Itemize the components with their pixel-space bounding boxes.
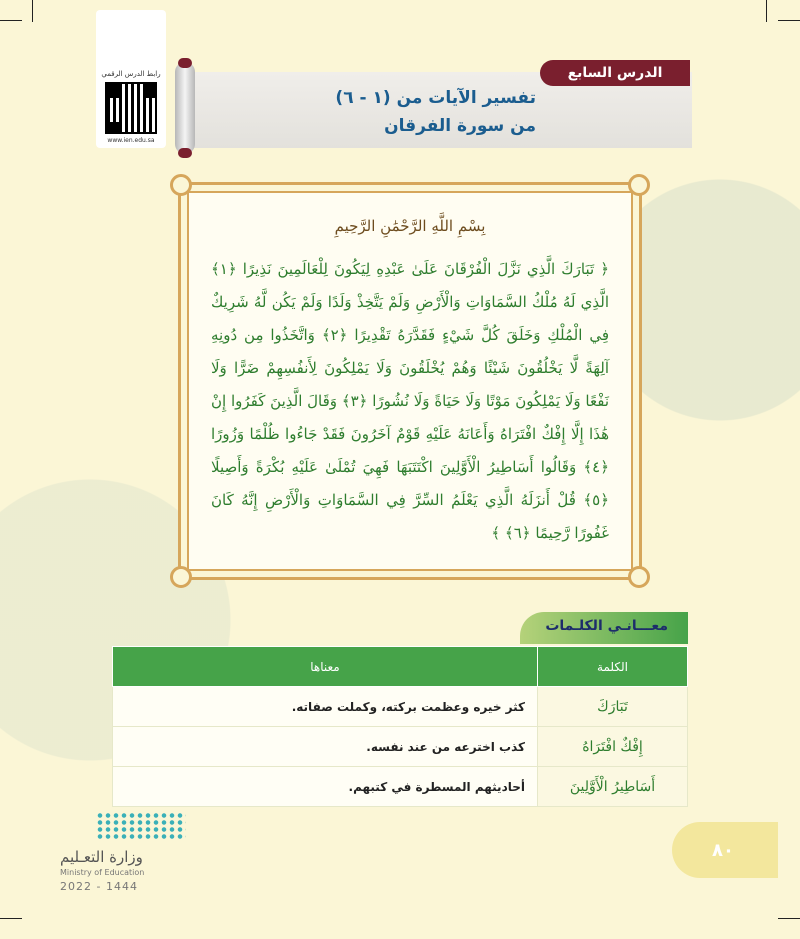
corner-ornament-icon bbox=[628, 174, 650, 196]
word-cell: إِفْكٌ افْتَرَاهُ bbox=[538, 727, 688, 767]
crop-mark bbox=[778, 20, 800, 21]
page-number-tab bbox=[672, 822, 778, 878]
lesson-title: تفسير الآيات من (١ - ٦) bbox=[335, 88, 536, 108]
corner-ornament-icon bbox=[170, 174, 192, 196]
qr-label: رابط الدرس الرقمي bbox=[101, 70, 161, 78]
quran-verses: ﴿ تَبَارَكَ الَّذِي نَزَّلَ الْفُرْقَانَ عَلَىٰ عَبْدِهِ لِيَكُونَ لِلْعَالَمِينَ نَذِيرًا ﴿١﴾ الَّذِي لَهُ مُلْكُ السَّمَاوَاتِ وَالْأَرْضِ وَلَمْ يَتَّخِذْ وَلَدًا وَلَمْ يَكُن لَّهُ شَرِيكٌ فِي الْمُلْكِ وَخَلَقَ كُلَّ شَيْءٍ فَقَدَّرَهُ تَقْدِيرًا ﴿٢﴾ وَاتَّخَذُوا مِن دُونِهِ آلِهَةً لَّا يَخْلُقُونَ شَيْئًا وَهُمْ يُخْلَقُونَ وَلَا يَمْلِكُونَ لِأَنفُسِهِمْ ضَرًّا وَلَا نَفْعًا وَلَا يَمْلِكُونَ مَوْتًا وَلَا حَيَاةً وَلَا نُشُورًا ﴿٣﴾ وَقَالَ الَّذِينَ كَفَرُوا إِنْ هَٰذَا إِلَّا إِفْكٌ افْتَرَاهُ وَأَعَانَهُ عَلَيْهِ قَوْمٌ آخَرُونَ فَقَدْ جَاءُوا ظُلْمًا وَزُورًا ﴿٤﴾ وَقَالُوا أَسَاطِيرُ الْأَوَّلِينَ اكْتَتَبَهَا فَهِيَ تُمْلَىٰ عَلَيْهِ بُكْرَةً وَأَصِيلًا ﴿٥﴾ قُلْ أَنزَلَهُ الَّذِي يَعْلَمُ السِّرَّ فِي السَّمَاوَاتِ وَالْأَرْضِ إِنَّهُ كَانَ غَفُورًا رَّحِيمًا ﴿٦﴾ ﴾ bbox=[211, 260, 609, 542]
meaning-cell: كثر خيره وعظمت بركته، وكملت صفاته. bbox=[113, 687, 538, 727]
vocabulary-header bbox=[520, 612, 688, 644]
word-cell: أَسَاطِيرُ الْأَوَّلِينَ bbox=[538, 767, 688, 807]
quran-frame bbox=[178, 182, 642, 580]
scroll-roll-icon bbox=[175, 62, 195, 154]
table-header-row bbox=[113, 647, 688, 687]
vocabulary-title: معـــانـي الكلـمات bbox=[545, 618, 668, 634]
edition-year: 2022 - 1444 bbox=[60, 880, 138, 893]
meaning-cell: أحاديثهم المسطرة في كتبهم. bbox=[113, 767, 538, 807]
qr-code-icon[interactable] bbox=[105, 82, 157, 134]
lesson-subtitle: من سورة الفرقان bbox=[384, 116, 536, 136]
crop-mark bbox=[32, 0, 33, 22]
ministry-name-en: Ministry of Education bbox=[60, 868, 145, 877]
crop-mark bbox=[0, 20, 22, 21]
scroll-cap bbox=[178, 58, 192, 68]
basmala: بِسْمِ اللَّهِ الرَّحْمَٰنِ الرَّحِيمِ bbox=[334, 217, 486, 235]
word-cell: تَبَارَكَ bbox=[538, 687, 688, 727]
crop-mark bbox=[0, 918, 22, 919]
crop-mark bbox=[766, 0, 767, 22]
scroll-cap bbox=[178, 148, 192, 158]
qr-url: www.ien.edu.sa bbox=[107, 137, 155, 144]
page-number: ٨٠ bbox=[712, 840, 734, 861]
lesson-badge: الدرس السابع bbox=[540, 60, 690, 86]
ministry-name-ar: وزارة التعـليم bbox=[60, 848, 143, 866]
table-row bbox=[113, 767, 688, 807]
table-row bbox=[113, 727, 688, 767]
meaning-cell: كذب اخترعه من عند نفسه. bbox=[113, 727, 538, 767]
vocabulary-table bbox=[112, 646, 688, 807]
qr-card[interactable] bbox=[96, 10, 166, 148]
crop-mark bbox=[778, 918, 800, 919]
column-header-word: الكلمة bbox=[538, 647, 688, 687]
table-row bbox=[113, 687, 688, 727]
corner-ornament-icon bbox=[628, 566, 650, 588]
ministry-logo-icon bbox=[96, 812, 186, 840]
corner-ornament-icon bbox=[170, 566, 192, 588]
column-header-meaning: معناها bbox=[113, 647, 538, 687]
